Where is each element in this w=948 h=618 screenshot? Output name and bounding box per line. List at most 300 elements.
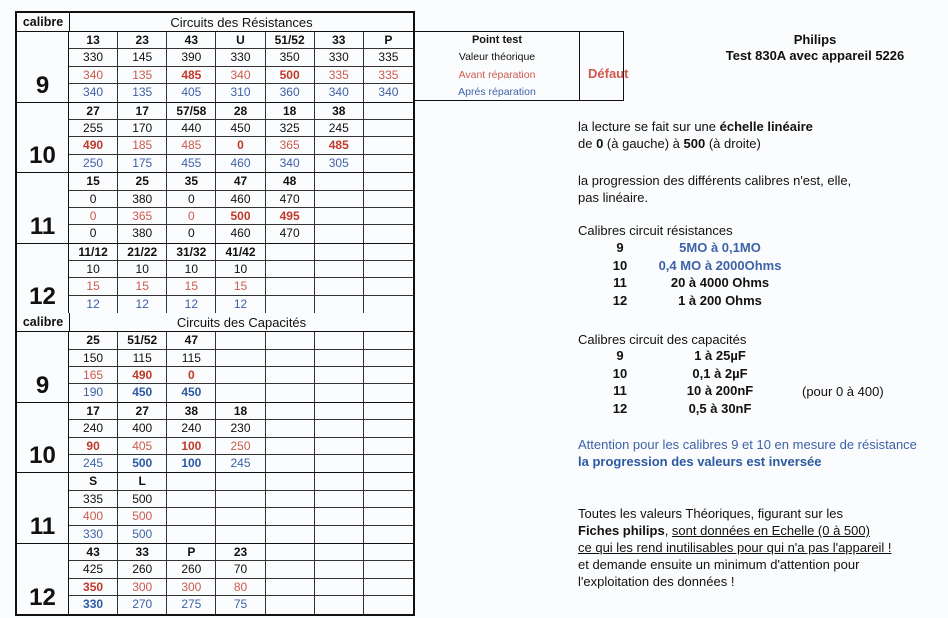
table-cell bbox=[216, 367, 265, 384]
table-cell: 305 bbox=[315, 155, 364, 172]
table-cell: 500 bbox=[118, 491, 167, 508]
note-p1: la progression des différents calibres n'est, elle, bbox=[578, 173, 852, 188]
table-cell bbox=[364, 350, 413, 367]
table-cell: 250 bbox=[216, 438, 265, 455]
table-cell: 270 bbox=[118, 596, 167, 613]
calibre-label: 11 bbox=[17, 473, 69, 543]
table-cell bbox=[315, 384, 364, 401]
table-cell: 0 bbox=[167, 367, 216, 384]
table-cell: 33 bbox=[315, 32, 364, 49]
table-cell: 57/58 bbox=[167, 103, 216, 120]
note-t1: Toutes les valeurs Théoriques, figurant sur les bbox=[578, 506, 843, 521]
table-cell: 0 bbox=[167, 208, 216, 225]
calibre-range: 0,4 MO à 2000Ohms bbox=[658, 257, 782, 273]
table-cell: 0 bbox=[69, 191, 118, 208]
table-cell: 500 bbox=[216, 208, 265, 225]
note-t2c: sont données en Echelle (0 à 500) bbox=[671, 523, 870, 538]
calibre-number: 10 bbox=[612, 365, 628, 381]
table-cell: 340 bbox=[69, 67, 118, 84]
table-cell: 12 bbox=[167, 296, 216, 313]
table-cell: 12 bbox=[69, 296, 118, 313]
table-cell: 350 bbox=[266, 49, 315, 66]
note-l2e: (à droite) bbox=[705, 136, 761, 151]
table-cell: 260 bbox=[118, 561, 167, 578]
table-cell: 425 bbox=[69, 561, 118, 578]
table-cell bbox=[315, 173, 364, 190]
table-cell: 500 bbox=[266, 67, 315, 84]
calibre-number: 10 bbox=[612, 257, 628, 273]
table-cell bbox=[315, 350, 364, 367]
table-cell: 10 bbox=[167, 261, 216, 278]
table-cell: 500 bbox=[118, 455, 167, 472]
table-cell bbox=[364, 438, 413, 455]
table-cell: 490 bbox=[118, 367, 167, 384]
legend-defaut: Défaut bbox=[588, 66, 629, 81]
note-t2a: Fiches philips bbox=[578, 523, 665, 538]
table-cell: 38 bbox=[315, 103, 364, 120]
table-cell: 12 bbox=[216, 296, 265, 313]
calibre-group bbox=[17, 544, 413, 614]
calibre-number: 9 bbox=[616, 240, 624, 255]
table-cell: 100 bbox=[167, 455, 216, 472]
note-p2: pas linéaire. bbox=[578, 190, 649, 205]
table-cell: 115 bbox=[167, 350, 216, 367]
calibre-header: calibre bbox=[17, 13, 70, 31]
calibre-range: 5MO à 0,1MO bbox=[679, 240, 761, 255]
table-cell: 75 bbox=[216, 596, 265, 613]
calibre-range: 1 à 200 Ohms bbox=[678, 292, 762, 308]
resistance-groups bbox=[17, 32, 413, 313]
table-cell bbox=[216, 508, 265, 525]
table-cell: 335 bbox=[364, 67, 413, 84]
calibre-number: 9 bbox=[616, 348, 624, 363]
table-cell bbox=[216, 332, 265, 349]
table-cell: 335 bbox=[315, 67, 364, 84]
table-cell: 70 bbox=[216, 561, 265, 578]
table-cell bbox=[216, 350, 265, 367]
table-cell bbox=[364, 367, 413, 384]
table-cell bbox=[315, 261, 364, 278]
table-cell bbox=[364, 261, 413, 278]
table-cell: 330 bbox=[69, 49, 118, 66]
calibre-grid bbox=[69, 244, 413, 314]
table-cell: 15 bbox=[118, 278, 167, 295]
table-cell: 350 bbox=[69, 579, 118, 596]
table-cell: 365 bbox=[118, 208, 167, 225]
table-cell bbox=[167, 508, 216, 525]
capacity-groups bbox=[17, 332, 413, 613]
table-cell bbox=[315, 596, 364, 613]
calibre-group bbox=[17, 332, 413, 403]
calibre-range: 0,5 à 30nF bbox=[688, 400, 752, 416]
table-cell bbox=[167, 491, 216, 508]
table-cell: 13 bbox=[69, 32, 118, 49]
calibre-label: 10 bbox=[17, 103, 69, 173]
table-cell: 360 bbox=[266, 84, 315, 101]
table-cell bbox=[315, 296, 364, 313]
table-cell: 27 bbox=[69, 103, 118, 120]
table-cell: 405 bbox=[167, 84, 216, 101]
table-cell bbox=[364, 508, 413, 525]
table-cell: 340 bbox=[266, 155, 315, 172]
table-cell bbox=[266, 384, 315, 401]
calibre-number: 11 bbox=[613, 275, 627, 290]
table-cell: 35 bbox=[167, 173, 216, 190]
table-cell: 51/52 bbox=[118, 332, 167, 349]
calibre-range: 20 à 4000 Ohms bbox=[670, 275, 770, 290]
table-cell: 80 bbox=[216, 579, 265, 596]
table-cell: 340 bbox=[315, 84, 364, 101]
table-cell: L bbox=[118, 473, 167, 490]
table-cell: 115 bbox=[118, 350, 167, 367]
table-cell: 335 bbox=[364, 49, 413, 66]
table-cell: 170 bbox=[118, 120, 167, 137]
table-cell: 470 bbox=[266, 225, 315, 242]
calibre-label: 11 bbox=[17, 173, 69, 243]
table-cell bbox=[315, 244, 364, 261]
table-cell bbox=[364, 191, 413, 208]
table-cell: 90 bbox=[69, 438, 118, 455]
table-cell: 12 bbox=[118, 296, 167, 313]
table-cell bbox=[364, 103, 413, 120]
table-cell: 15 bbox=[69, 173, 118, 190]
attention-line2: la progression des valeurs est inversée bbox=[578, 454, 822, 469]
table-cell bbox=[315, 526, 364, 543]
table-cell: 100 bbox=[167, 438, 216, 455]
table-cell: 43 bbox=[69, 544, 118, 561]
table-cell bbox=[364, 173, 413, 190]
cap-calibres-title: Calibres circuit des capacités bbox=[578, 332, 747, 347]
table-cell: 17 bbox=[118, 103, 167, 120]
table-cell: 485 bbox=[167, 67, 216, 84]
table-cell bbox=[364, 137, 413, 154]
table-cell: 340 bbox=[378, 85, 399, 100]
table-cell bbox=[315, 455, 364, 472]
calibre-group bbox=[17, 103, 413, 174]
table-cell bbox=[315, 491, 364, 508]
capacity-header bbox=[17, 313, 413, 332]
table-cell: 145 bbox=[118, 49, 167, 66]
note-t3: ce qui les rend inutilisables pour qui n'a pas l'appareil ! bbox=[578, 540, 892, 555]
calibre-grid bbox=[69, 173, 413, 243]
table-cell: 245 bbox=[315, 120, 364, 137]
table-cell: 300 bbox=[167, 579, 216, 596]
table-cell bbox=[364, 526, 413, 543]
table-cell bbox=[364, 332, 413, 349]
table-cell bbox=[266, 350, 315, 367]
table-cell bbox=[315, 191, 364, 208]
calibre-group bbox=[17, 173, 413, 244]
table-cell: 10 bbox=[69, 261, 118, 278]
table-cell: 460 bbox=[216, 225, 265, 242]
table-cell: 495 bbox=[266, 208, 315, 225]
note-t4: et demande ensuite un minimum d'attention pour bbox=[578, 557, 860, 572]
legend-point-test: Point test bbox=[471, 34, 523, 46]
table-cell: 405 bbox=[118, 438, 167, 455]
table-cell: 485 bbox=[315, 137, 364, 154]
attention-line1: Attention pour les calibres 9 et 10 en mesure de résistance bbox=[578, 437, 917, 452]
calibre-group bbox=[17, 32, 413, 103]
table-cell: 460 bbox=[216, 155, 265, 172]
note-l2d: 500 bbox=[683, 136, 706, 151]
table-cell: 38 bbox=[167, 403, 216, 420]
table-cell: 190 bbox=[69, 384, 118, 401]
table-cell: 48 bbox=[266, 173, 315, 190]
table-cell bbox=[266, 508, 315, 525]
calibre-grid bbox=[69, 32, 413, 102]
table-cell bbox=[315, 438, 364, 455]
calibre-label: 10 bbox=[17, 403, 69, 473]
calibre-grid bbox=[69, 544, 413, 614]
table-cell: 18 bbox=[216, 403, 265, 420]
table-cell bbox=[315, 420, 364, 437]
table-cell: 245 bbox=[216, 455, 265, 472]
table-cell: 330 bbox=[69, 596, 118, 613]
table-cell bbox=[315, 561, 364, 578]
table-cell: 330 bbox=[216, 49, 265, 66]
table-cell bbox=[364, 225, 413, 242]
table-cell: 47 bbox=[216, 173, 265, 190]
table-cell bbox=[364, 403, 413, 420]
table-cell: U bbox=[216, 32, 265, 49]
table-cell: 15 bbox=[69, 278, 118, 295]
table-cell bbox=[315, 473, 364, 490]
table-cell bbox=[266, 332, 315, 349]
calibre-group bbox=[17, 473, 413, 544]
table-cell bbox=[364, 561, 413, 578]
table-cell bbox=[266, 367, 315, 384]
note-l1a: la lecture se fait sur une bbox=[578, 119, 720, 134]
table-cell: 23 bbox=[216, 544, 265, 561]
table-cell bbox=[315, 278, 364, 295]
philips-line1: Philips bbox=[793, 32, 837, 47]
table-cell: 490 bbox=[69, 137, 118, 154]
table-cell bbox=[266, 296, 315, 313]
table-cell bbox=[364, 544, 413, 561]
table-cell: 260 bbox=[167, 561, 216, 578]
table-cell: 330 bbox=[315, 49, 364, 66]
table-cell: 450 bbox=[167, 384, 216, 401]
table-cell bbox=[364, 473, 413, 490]
table-cell: 25 bbox=[118, 173, 167, 190]
table-cell: 460 bbox=[216, 191, 265, 208]
table-cell bbox=[216, 473, 265, 490]
table-cell: 450 bbox=[118, 384, 167, 401]
table-cell: 33 bbox=[118, 544, 167, 561]
table-cell: 21/22 bbox=[118, 244, 167, 261]
table-cell: 400 bbox=[118, 420, 167, 437]
table-cell: 500 bbox=[118, 508, 167, 525]
calibre-range: 10 à 200nF bbox=[686, 383, 754, 398]
table-cell: 17 bbox=[69, 403, 118, 420]
legend-avant: Avant réparation bbox=[458, 68, 536, 81]
table-cell bbox=[266, 596, 315, 613]
table-cell bbox=[266, 455, 315, 472]
table-cell bbox=[364, 579, 413, 596]
table-cell: 440 bbox=[167, 120, 216, 137]
table-cell bbox=[364, 491, 413, 508]
legend-labels bbox=[415, 32, 580, 100]
table-cell bbox=[266, 261, 315, 278]
table-cell: 400 bbox=[69, 508, 118, 525]
table-cell: 0 bbox=[69, 208, 118, 225]
table-cell: 41/42 bbox=[216, 244, 265, 261]
table-cell: 245 bbox=[69, 455, 118, 472]
table-cell: 10 bbox=[216, 261, 265, 278]
legend-valeur: Valeur théorique bbox=[458, 51, 536, 64]
table-cell bbox=[364, 208, 413, 225]
table-cell bbox=[315, 403, 364, 420]
table-cell: 43 bbox=[167, 32, 216, 49]
table-cell bbox=[364, 296, 413, 313]
table-cell: 330 bbox=[69, 526, 118, 543]
calibre-grid bbox=[69, 332, 413, 402]
table-cell bbox=[315, 225, 364, 242]
table-cell bbox=[364, 120, 413, 137]
calibre-label: 12 bbox=[17, 544, 69, 614]
table-cell bbox=[364, 155, 413, 172]
table-cell: 240 bbox=[69, 420, 118, 437]
legend-apres: Aprés réparation bbox=[458, 86, 536, 99]
table-cell: 135 bbox=[118, 67, 167, 84]
calibre-range: 1 à 25µF bbox=[694, 348, 746, 363]
calibre-range: 0,1 à 2µF bbox=[692, 365, 748, 381]
table-cell: 380 bbox=[118, 225, 167, 242]
note-lecture bbox=[578, 118, 813, 152]
table-cell bbox=[216, 384, 265, 401]
table-cell: 135 bbox=[118, 84, 167, 101]
table-cell: 165 bbox=[69, 367, 118, 384]
table-cell: 15 bbox=[167, 278, 216, 295]
table-cell: 47 bbox=[167, 332, 216, 349]
note-l1b: échelle linéaire bbox=[719, 119, 813, 134]
calibre-number: 12 bbox=[612, 400, 628, 416]
table-cell bbox=[266, 438, 315, 455]
table-cell: 51/52 bbox=[266, 32, 315, 49]
table-cell bbox=[266, 526, 315, 543]
table-cell bbox=[216, 491, 265, 508]
table-cell bbox=[315, 508, 364, 525]
calibre-label: 9 bbox=[17, 332, 69, 402]
table-cell bbox=[266, 420, 315, 437]
resistance-title: Circuits des Résistances bbox=[170, 14, 313, 30]
table-cell bbox=[266, 244, 315, 261]
table-cell: 185 bbox=[118, 137, 167, 154]
table-cell: 390 bbox=[167, 49, 216, 66]
table-cell: 300 bbox=[118, 579, 167, 596]
table-cell bbox=[315, 579, 364, 596]
table-cell: 365 bbox=[266, 137, 315, 154]
philips-title bbox=[700, 32, 930, 64]
table-cell: 450 bbox=[216, 120, 265, 137]
table-cell: 230 bbox=[216, 420, 265, 437]
note-theoriques bbox=[578, 505, 892, 590]
note-l2c: (à gauche) à bbox=[603, 136, 684, 151]
table-cell: 0 bbox=[69, 225, 118, 242]
table-cell: 500 bbox=[118, 526, 167, 543]
calibre-label: 9 bbox=[17, 32, 69, 102]
table-cell: 150 bbox=[69, 350, 118, 367]
note-l2a: de bbox=[578, 136, 597, 151]
calibre-grid bbox=[69, 473, 413, 543]
cap-note: (pour 0 à 400) bbox=[802, 384, 884, 399]
calibre-table bbox=[15, 11, 415, 616]
table-cell: 25 bbox=[69, 332, 118, 349]
table-cell bbox=[364, 278, 413, 295]
calibre-header: calibre bbox=[17, 313, 70, 331]
note-progression bbox=[578, 172, 851, 206]
table-cell: 0 bbox=[216, 137, 265, 154]
note-l2b: 0 bbox=[596, 136, 604, 151]
table-cell: 340 bbox=[216, 67, 265, 84]
table-cell: 0 bbox=[167, 191, 216, 208]
table-cell bbox=[315, 208, 364, 225]
table-cell bbox=[266, 544, 315, 561]
table-cell bbox=[216, 526, 265, 543]
resistance-header bbox=[17, 13, 413, 32]
table-cell bbox=[266, 561, 315, 578]
table-cell bbox=[315, 332, 364, 349]
table-cell: 455 bbox=[167, 155, 216, 172]
table-cell: 175 bbox=[118, 155, 167, 172]
table-cell: 275 bbox=[167, 596, 216, 613]
table-cell bbox=[364, 455, 413, 472]
table-cell: P bbox=[167, 544, 216, 561]
calibre-number: 12 bbox=[612, 292, 628, 308]
table-cell bbox=[315, 367, 364, 384]
table-cell: 250 bbox=[69, 155, 118, 172]
table-cell: 0 bbox=[167, 225, 216, 242]
table-cell bbox=[266, 473, 315, 490]
table-cell: 11/12 bbox=[69, 244, 118, 261]
calibre-group bbox=[17, 244, 413, 314]
table-cell bbox=[167, 473, 216, 490]
table-cell: 255 bbox=[69, 120, 118, 137]
table-cell: 18 bbox=[266, 103, 315, 120]
table-cell: 325 bbox=[266, 120, 315, 137]
table-cell bbox=[364, 384, 413, 401]
calibre-number: 11 bbox=[613, 383, 627, 398]
table-cell bbox=[266, 491, 315, 508]
table-cell bbox=[266, 403, 315, 420]
table-cell: 340 bbox=[69, 84, 118, 101]
table-cell bbox=[266, 579, 315, 596]
table-cell: 10 bbox=[118, 261, 167, 278]
table-cell: 23 bbox=[118, 32, 167, 49]
table-cell: 15 bbox=[216, 278, 265, 295]
table-cell bbox=[364, 244, 413, 261]
table-cell: 470 bbox=[266, 191, 315, 208]
note-t5: l'exploitation des données ! bbox=[578, 574, 735, 589]
table-cell: S bbox=[69, 473, 118, 490]
table-cell bbox=[364, 596, 413, 613]
calibre-grid bbox=[69, 403, 413, 473]
table-cell: P bbox=[364, 32, 413, 49]
table-cell: 27 bbox=[118, 403, 167, 420]
res-calibres-title: Calibres circuit résistances bbox=[578, 223, 733, 238]
table-cell: 310 bbox=[216, 84, 265, 101]
calibre-label: 12 bbox=[17, 244, 69, 314]
table-cell bbox=[364, 420, 413, 437]
table-cell: 380 bbox=[118, 191, 167, 208]
table-cell: 28 bbox=[216, 103, 265, 120]
calibre-group bbox=[17, 403, 413, 474]
table-cell bbox=[167, 526, 216, 543]
table-cell: 485 bbox=[167, 137, 216, 154]
table-cell bbox=[266, 278, 315, 295]
calibre-grid bbox=[69, 103, 413, 173]
note-t2b: , bbox=[664, 523, 672, 538]
